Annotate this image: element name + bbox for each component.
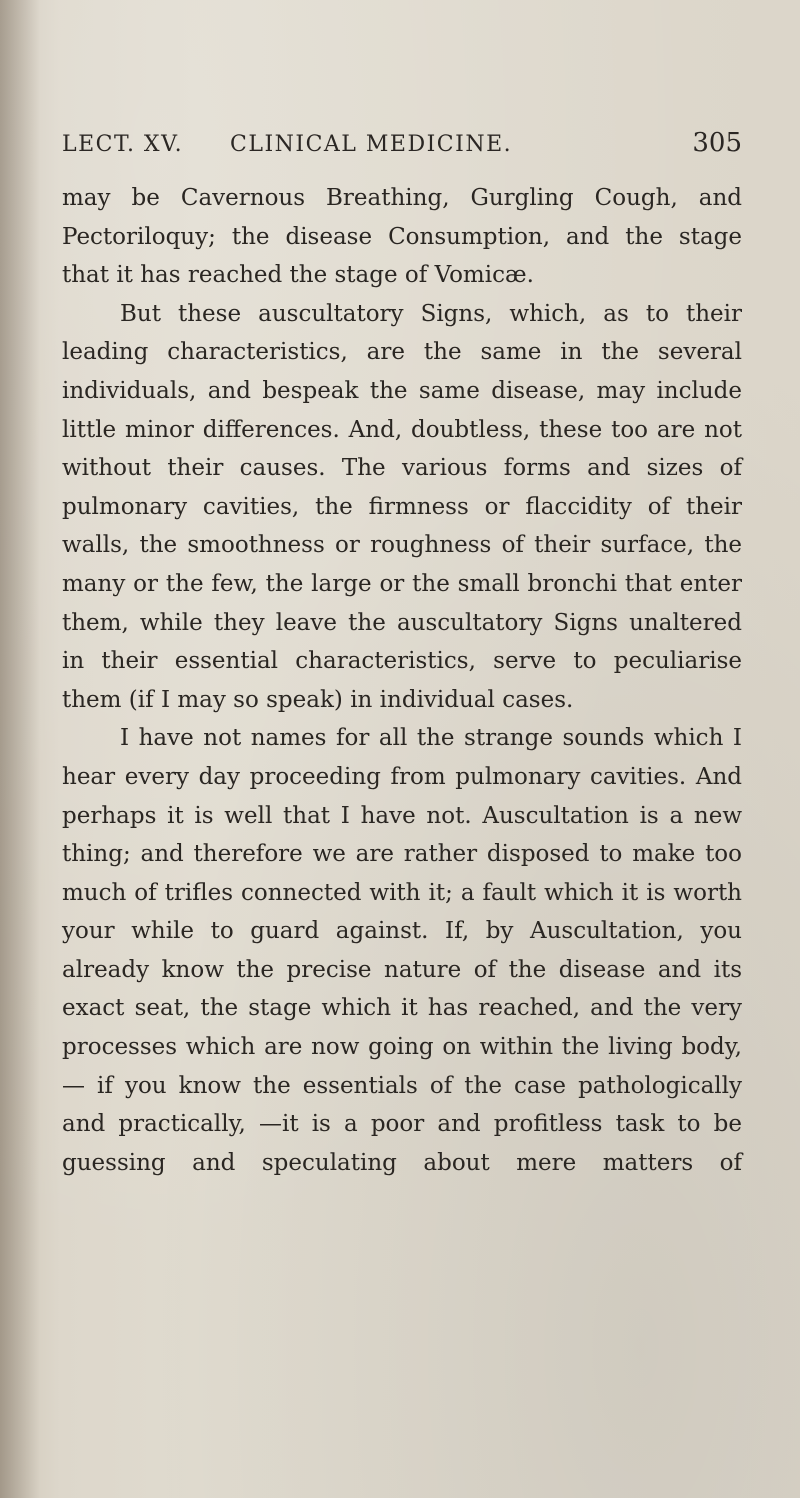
paragraph-2: But these auscultatory Signs, which, as to their leading characteristics, are the same in the several individuals, and bespeak the same disease, may include little minor differences. And, doubtless, these too are not without their causes. The various forms and sizes of pulmonary cavities, the firmness or flaccidity of their walls, the smoothness or roughness of their surface, the many or the few, the large or the small bronchi that enter them, while they leave the auscultatory Signs unaltered in their essential characteristics, serve to peculiarise them (if I may so speak) in individual cases. [62,300,742,713]
page-gutter-shadow [0,0,40,1498]
body-text [62,179,742,1182]
paragraph-1: may be Cavernous Breathing, Gurgling Cough, and Pectoriloquy; the disease Consumption, and the stage that it has reached the stage of Vomicæ. [62,185,742,289]
page-number: 305 [692,128,742,158]
lecture-number: LECT. XV. [62,132,184,157]
running-header [62,128,742,172]
paragraph-3: I have not names for all the strange sounds which I hear every day proceeding from pulmonary cavities. And perhaps it is well that I have not. Auscultation is a new thing; and therefore we are rather disposed to make too much of trifles connected with it; a fault which it is worth your while to guard against. If, by Auscultation, you already know the precise nature of the disease and its exact seat, the stage which it has reached, and the very processes which are now going on within the living body, — if you know the essentials of the case pathologically and practically, —it is a poor and profitless task to be guessing and speculating about mere matters of [62,725,742,1176]
running-title: CLINICAL MEDICINE. [230,132,513,157]
